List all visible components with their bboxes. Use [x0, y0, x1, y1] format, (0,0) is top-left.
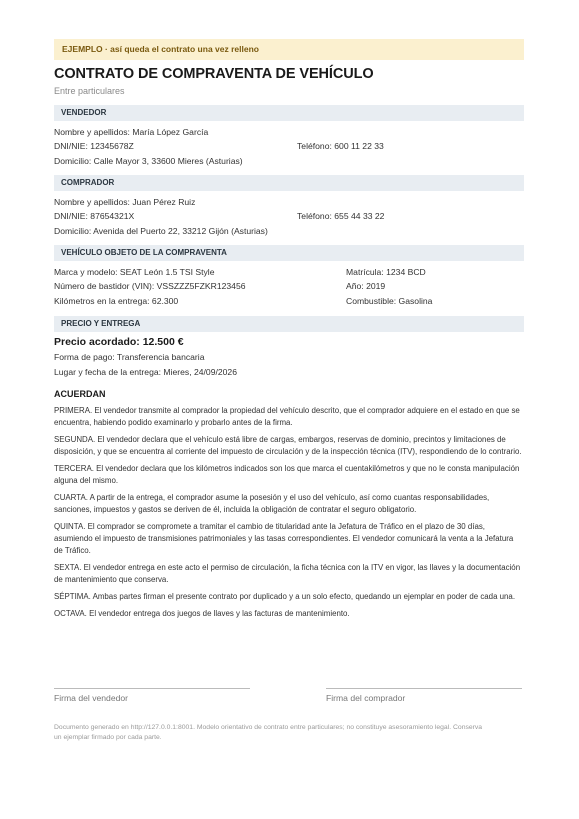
comprador-telefono: Teléfono: 655 44 33 22 [297, 211, 385, 221]
example-banner: EJEMPLO · así queda el contrato una vez relleno [54, 39, 524, 60]
section-comprador-heading: COMPRADOR [54, 175, 524, 191]
clause-sexta: SEXTA. El vendedor entrega en este acto el permiso de circulación, la ficha técnica con la ITV en vigor, las llaves y la documentación de mantenimiento que conserva. [54, 563, 521, 584]
section-vehiculo-heading: VEHÍCULO OBJETO DE LA COMPRAVENTA [54, 245, 524, 261]
vehiculo-bastidor: Número de bastidor (VIN): VSSZZZ5FZKR123456 [54, 281, 246, 291]
section-vendedor-heading: VENDEDOR [54, 105, 524, 121]
signature-label-comprador: Firma del comprador [326, 693, 406, 703]
signature-label-vendedor: Firma del vendedor [54, 693, 129, 703]
clause-octava: OCTAVA. El vendedor entrega dos juegos de llaves y las facturas de mantenimiento. [54, 609, 350, 618]
clause-septima: SÉPTIMA. Ambas partes firman el presente contrato por duplicado y a un solo efecto, quedando un ejemplar en poder de cada una. [54, 592, 516, 601]
clause-segunda: SEGUNDA. El vendedor declara que el vehículo está libre de cargas, embargos, reservas de dominio, precintos y limitaciones de disposición, y que se encuentra al corriente del impuesto de circulación y de la inspección técnica (ITV), respondiendo de lo contrario. [54, 435, 522, 456]
vendedor-nombre: Nombre y apellidos: María López García [54, 127, 209, 137]
signature-line-comprador [326, 688, 522, 689]
footer-note: Documento generado en http://127.0.0.1:8001. Modelo orientativo de contrato entre particulares; no constituye asesoramiento legal. Conserva un ejemplar firmado por cada parte. [54, 724, 483, 741]
acuerdan-heading: ACUERDAN [54, 389, 106, 399]
vehiculo-marca: Marca y modelo: SEAT León 1.5 TSI Style [54, 267, 215, 277]
document-title: CONTRATO DE COMPRAVENTA DE VEHÍCULO [54, 66, 374, 82]
document-subtitle: Entre particulares [54, 86, 125, 96]
vendedor-telefono: Teléfono: 600 11 22 33 [297, 141, 384, 151]
clauses-list [54, 405, 524, 625]
section-precio-heading: PRECIO Y ENTREGA [54, 316, 524, 332]
forma-pago: Forma de pago: Transferencia bancaria [54, 352, 205, 362]
clause-primera: PRIMERA. El vendedor transmite al comprador la propiedad del vehículo descrito, que el comprador adquiere en el estado en que se encuentra, habiendo podido examinarlo y probarlo antes de la firma. [54, 406, 520, 427]
comprador-dni: DNI/NIE: 87654321X [54, 211, 135, 221]
comprador-domicilio: Domicilio: Avenida del Puerto 22, 33212 Gijón (Asturias) [54, 226, 268, 236]
vehiculo-km: Kilómetros en la entrega: 62.300 [54, 296, 179, 306]
precio-acordado: Precio acordado: 12.500 € [54, 336, 184, 348]
clause-tercera: TERCERA. El vendedor declara que los kilómetros indicados son los que marca el cuentakilómetros y que no le consta manipulación alguna del mismo. [54, 464, 520, 485]
clause-quinta: QUINTA. El comprador se compromete a tramitar el cambio de titularidad ante la Jefatura de Tráfico en el plazo de 30 días, asumiendo el impuesto de transmisiones patrimoniales y las tasas correspondientes. El vendedor comunicará la venta a la Jefatura de Tráfico. [54, 522, 514, 555]
vendedor-domicilio: Domicilio: Calle Mayor 3, 33600 Mieres (Asturias) [54, 156, 243, 166]
vehiculo-matricula: Matrícula: 1234 BCD [346, 267, 426, 277]
signature-line-vendedor [54, 688, 250, 689]
lugar-fecha-entrega: Lugar y fecha de la entrega: Mieres, 24/09/2026 [54, 367, 237, 377]
vehiculo-combustible: Combustible: Gasolina [346, 296, 433, 306]
comprador-nombre: Nombre y apellidos: Juan Pérez Ruiz [54, 197, 196, 207]
vendedor-dni: DNI/NIE: 12345678Z [54, 141, 134, 151]
vehiculo-anio: Año: 2019 [346, 281, 386, 291]
clause-cuarta: CUARTA. A partir de la entrega, el comprador asume la posesión y el uso del vehículo, así como cuantas responsabilidades, sanciones, impuestos y gastos se deriven de él, incluida la obligación de contratar el seguro obligatorio. [54, 493, 490, 514]
